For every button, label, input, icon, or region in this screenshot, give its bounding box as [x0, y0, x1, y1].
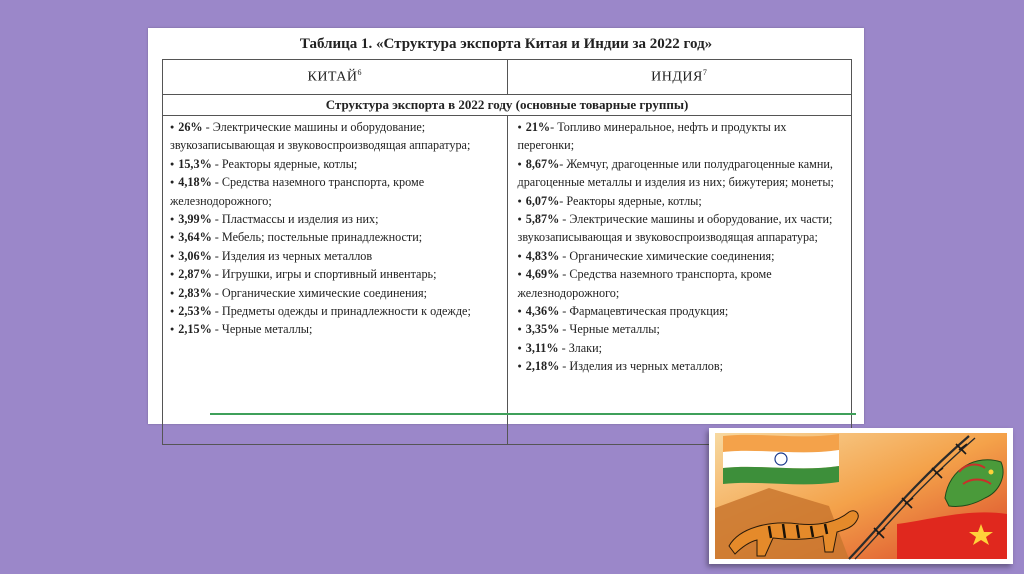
export-category: - Топливо минеральное, нефть и продукты их перегонки;: [517, 120, 787, 153]
export-share: 4,83%: [525, 248, 560, 263]
export-share: 2,83%: [178, 285, 212, 300]
india-cell: [507, 116, 852, 445]
export-share: 15,3%: [178, 156, 212, 171]
export-category: - Черные металлы;: [559, 322, 660, 337]
export-share: 3,99%: [178, 212, 212, 227]
export-share: 5,87%: [525, 212, 560, 227]
export-category: - Предметы одежды и принадлежности к одежде;: [211, 304, 471, 319]
export-category: - Реакторы ядерные, котлы;: [211, 156, 358, 171]
india-footnote-mark: 7: [702, 68, 708, 78]
illustration-artwork: [709, 428, 1013, 564]
list-item: [170, 118, 501, 155]
list-item: [518, 118, 846, 155]
china-export-list: [163, 118, 507, 339]
china-header-label: КИТАЙ: [307, 69, 358, 85]
list-item: [170, 302, 501, 320]
list-item: [518, 320, 846, 338]
export-share: 6,07%: [525, 193, 560, 208]
export-share: 21%: [525, 120, 551, 134]
list-item: [170, 247, 501, 265]
export-category: - Черные металлы;: [211, 322, 313, 337]
export-share: 26%: [178, 120, 203, 134]
export-share: 3,64%: [178, 230, 212, 245]
list-item: [518, 265, 846, 302]
export-share: 2,53%: [178, 304, 212, 319]
export-share: 3,06%: [178, 248, 212, 263]
export-category: - Злаки;: [558, 340, 602, 355]
list-item: [170, 155, 501, 173]
export-share: 2,15%: [178, 322, 212, 337]
list-item: [518, 339, 846, 357]
export-category: - Фармацевтическая продукция;: [559, 304, 729, 319]
india-china-illustration: [709, 428, 1013, 564]
list-item: [170, 265, 501, 283]
export-share: 4,69%: [525, 267, 560, 282]
list-item: [170, 284, 501, 302]
export-share: 2,87%: [178, 267, 212, 282]
list-item: [170, 210, 501, 228]
list-item: [170, 173, 501, 210]
list-item: [170, 228, 501, 246]
export-category: - Реакторы ядерные, котлы;: [559, 193, 702, 208]
table-header-row: [163, 60, 852, 95]
india-flag-icon: [723, 434, 839, 484]
column-header-china: [163, 60, 508, 95]
export-category: - Средства наземного транспорта, кроме железнодорожного;: [517, 267, 772, 300]
export-category: - Мебель; постельные принадлежности;: [211, 230, 423, 245]
list-item: [518, 155, 846, 192]
export-category: - Жемчуг, драгоценные или полудрагоценные камни, драгоценные металлы и изделия из них; бижутерия; монеты;: [517, 156, 834, 190]
document-slide: [148, 28, 864, 424]
list-item: [518, 357, 846, 375]
export-category: - Изделия из черных металлов: [211, 248, 373, 263]
list-item: [170, 320, 501, 338]
list-item: [518, 302, 846, 320]
export-share: 8,67%: [525, 156, 560, 171]
export-category: - Пластмассы и изделия из них;: [211, 212, 379, 227]
column-header-india: [507, 60, 852, 95]
accent-underline: [210, 413, 856, 415]
export-category: - Электрические машины и оборудование; звукозаписывающая и звуковоспроизводящая аппаратура;: [170, 120, 471, 153]
table-subheader: Структура экспорта в 2022 году (основные товарные группы): [163, 95, 852, 116]
table-subheader-row: [163, 95, 852, 116]
china-cell: [163, 116, 508, 445]
export-category: - Средства наземного транспорта, кроме железнодорожного;: [170, 175, 425, 208]
export-share: 2,18%: [525, 359, 560, 374]
india-header-label: ИНДИЯ: [651, 69, 703, 85]
table-body-row: [163, 116, 852, 445]
export-structure-table: [162, 59, 852, 445]
export-category: - Электрические машины и оборудование, их части; звукозаписывающая и звуковоспроизводящая аппаратура;: [517, 212, 833, 245]
china-footnote-mark: 6: [357, 68, 363, 78]
export-category: - Органические химические соединения;: [211, 285, 427, 300]
list-item: [518, 247, 846, 265]
export-share: 3,11%: [525, 340, 559, 355]
export-share: 4,18%: [178, 175, 212, 190]
india-export-list: [508, 118, 852, 376]
export-share: 4,36%: [525, 304, 560, 319]
export-share: 3,35%: [525, 322, 560, 337]
export-category: - Изделия из черных металлов;: [559, 359, 724, 374]
list-item: [518, 210, 846, 247]
list-item: [518, 192, 846, 210]
table-title: Таблица 1. «Структура экспорта Китая и Индии за 2022 год»: [299, 36, 713, 52]
export-category: - Игрушки, игры и спортивный инвентарь;: [211, 267, 437, 282]
export-category: - Органические химические соединения;: [559, 248, 775, 263]
